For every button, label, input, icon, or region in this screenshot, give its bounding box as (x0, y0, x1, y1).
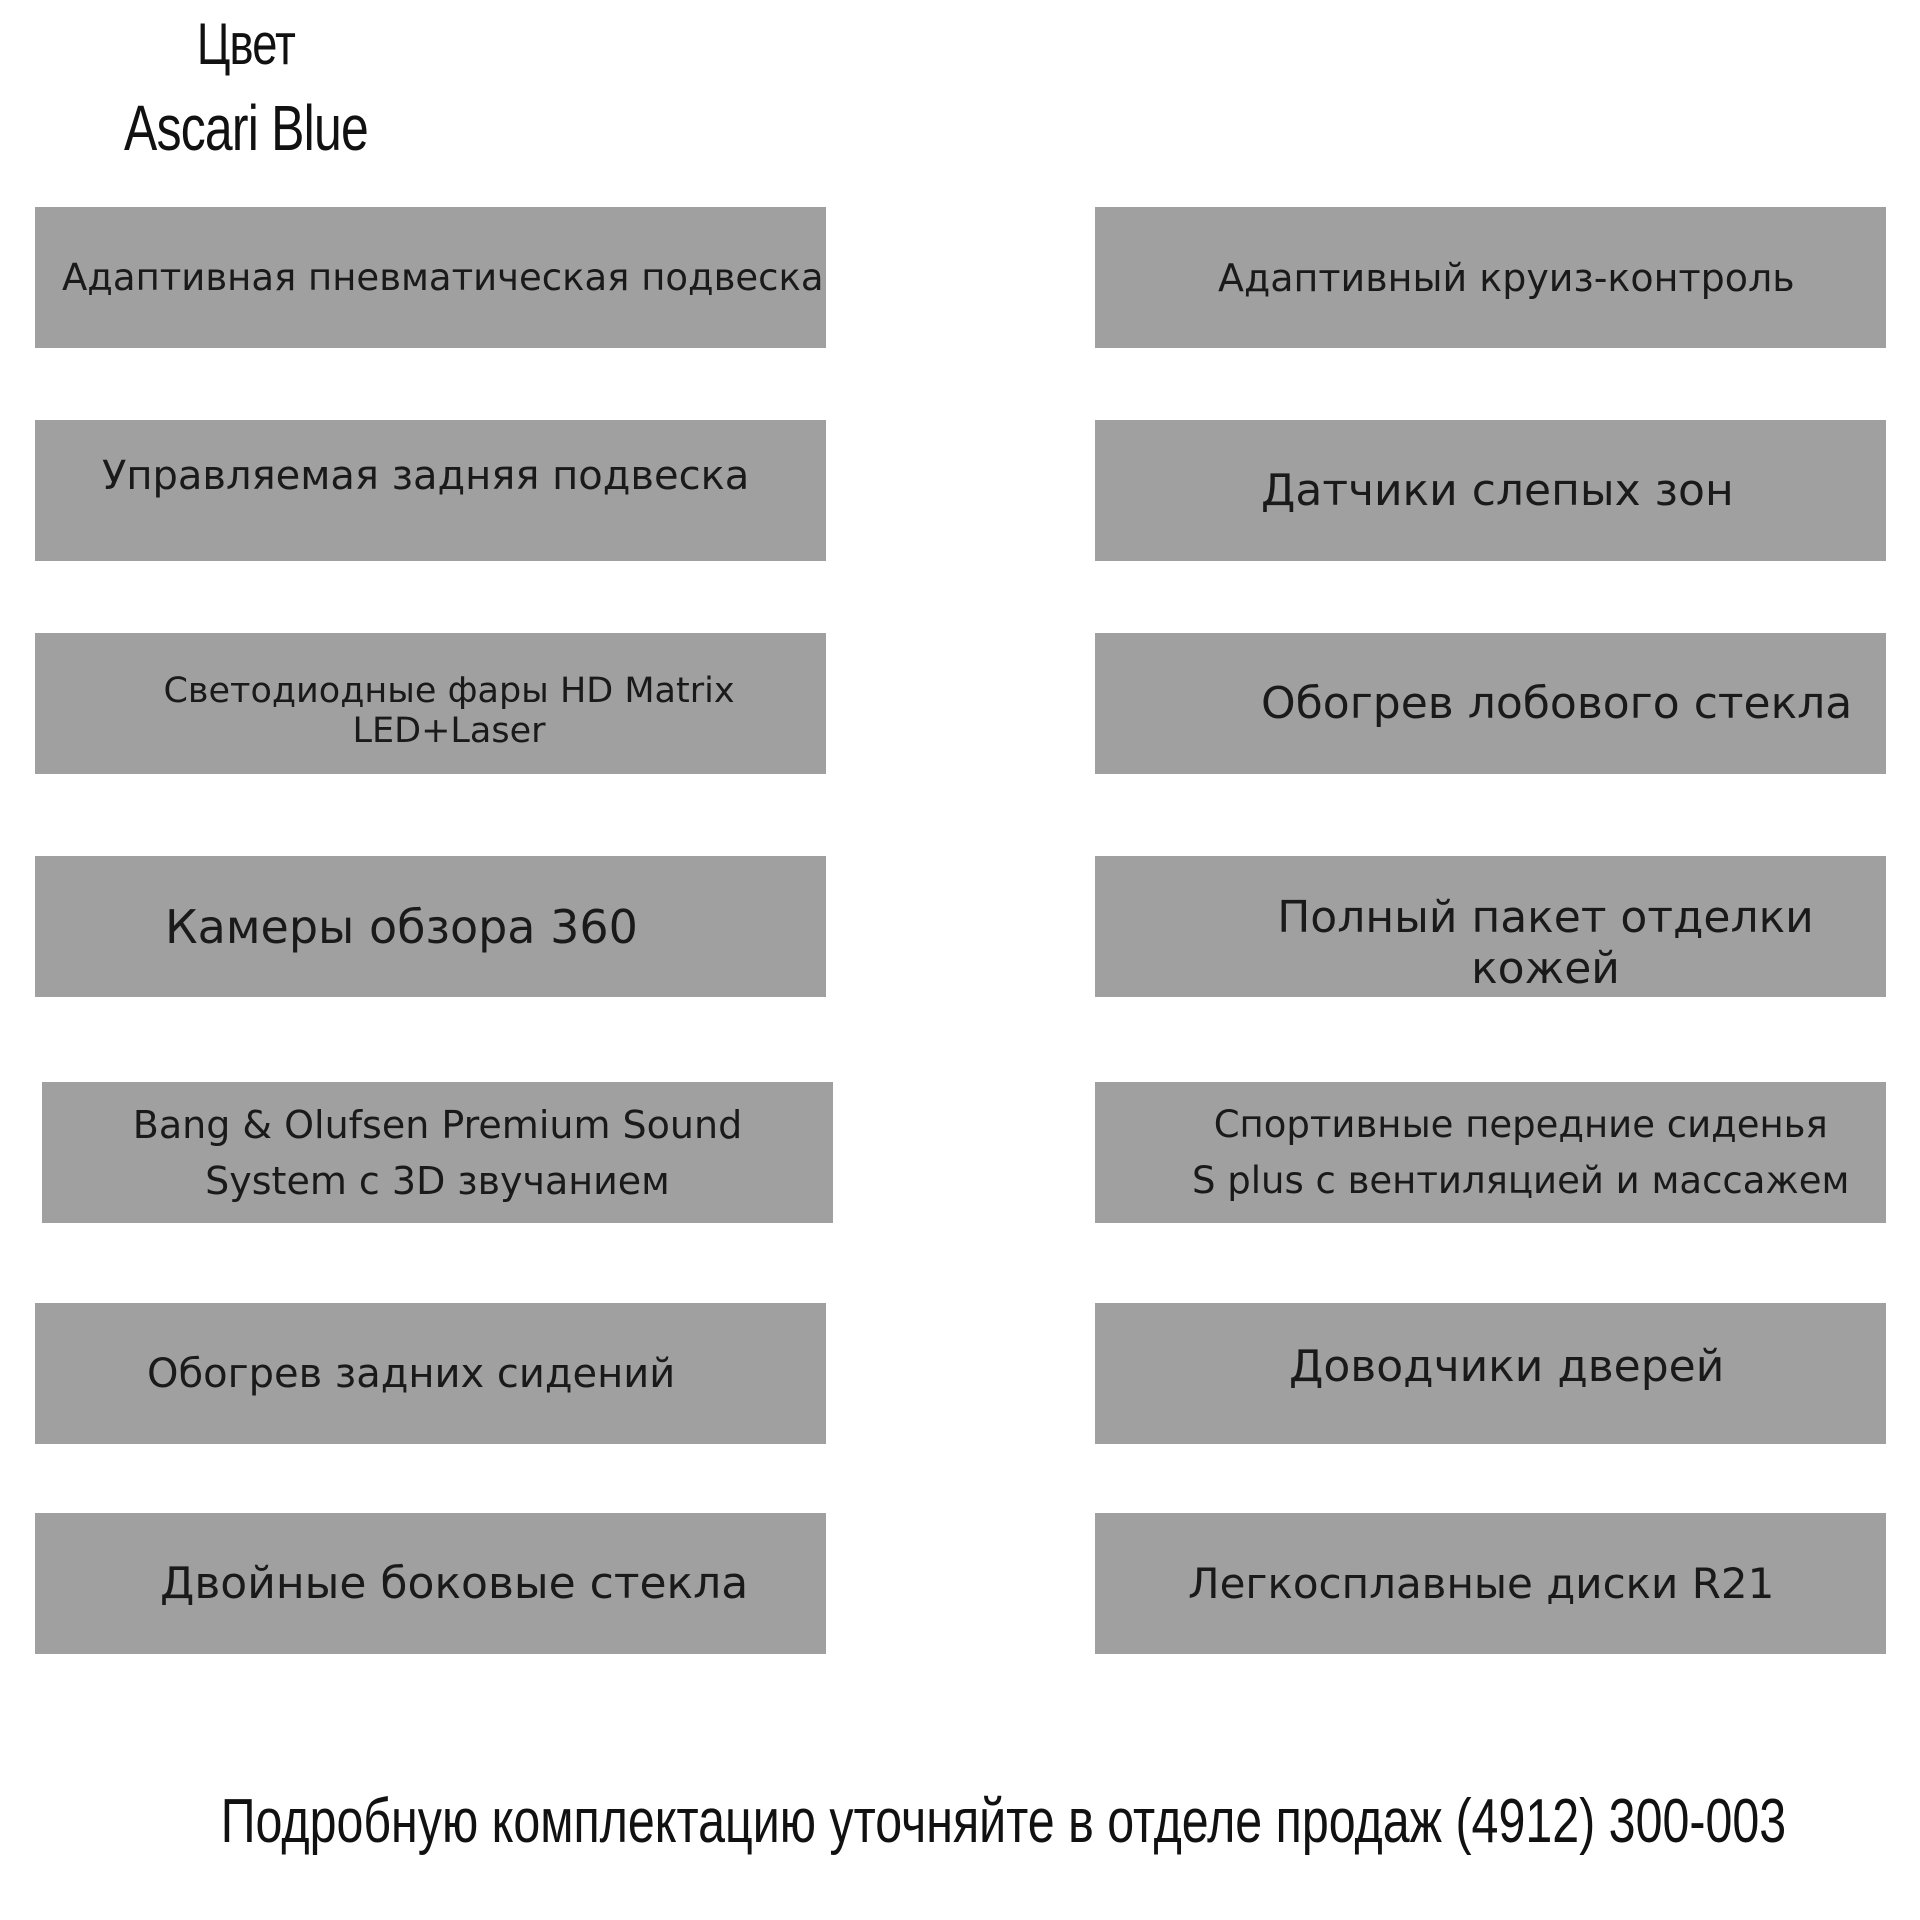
feature-leather-package (1095, 856, 1886, 997)
feature-matrix-headlights (35, 633, 826, 774)
color-label: Цвет (196, 12, 296, 77)
sales-contact-note (0, 1782, 1920, 1862)
feature-360-cameras (35, 856, 826, 997)
feature-alloy-wheels (1095, 1513, 1886, 1654)
feature-rear-steering (35, 420, 826, 561)
feature-label: Камеры обзора 360 (165, 899, 638, 954)
feature-sport-seats (1095, 1082, 1886, 1223)
feature-label: Легкосплавные диски R21 (1188, 1559, 1775, 1608)
feature-double-glazing (35, 1513, 826, 1654)
feature-adaptive-cruise (1095, 207, 1886, 348)
feature-rear-seat-heating (35, 1303, 826, 1444)
feature-soft-close-doors (1095, 1303, 1886, 1444)
feature-label: Полный пакет отделки кожей (1277, 892, 1814, 994)
feature-label: Адаптивная пневматическая подвеска (62, 256, 824, 299)
feature-bang-olufsen (42, 1082, 833, 1223)
feature-label: Двойные боковые стекла (160, 1558, 749, 1609)
feature-label: Обогрев задних сидений (147, 1350, 676, 1397)
feature-label: Адаптивный круиз-контроль (1218, 255, 1795, 300)
feature-label: Обогрев лобового стекла (1261, 678, 1853, 729)
feature-label: Доводчики дверей (1289, 1341, 1725, 1392)
feature-label: Спортивные передние сиденья S plus с вентиляцией и массажем (1192, 1102, 1850, 1202)
feature-label: Управляемая задняя подвеска (102, 453, 750, 499)
color-name: Ascari Blue (124, 92, 368, 164)
sales-contact-text: Подробную комплектацию уточняйте в отделе продаж (4912) 300-003 (220, 1787, 1787, 1856)
feature-blind-spot (1095, 420, 1886, 561)
feature-label: Bang & Olufsen Premium Sound System с 3D звучанием (132, 1102, 743, 1203)
feature-label: Светодиодные фары HD Matrix LED+Laser (163, 671, 735, 751)
feature-label: Датчики слепых зон (1261, 465, 1734, 516)
feature-air-suspension (35, 207, 826, 348)
feature-windshield-heating (1095, 633, 1886, 774)
